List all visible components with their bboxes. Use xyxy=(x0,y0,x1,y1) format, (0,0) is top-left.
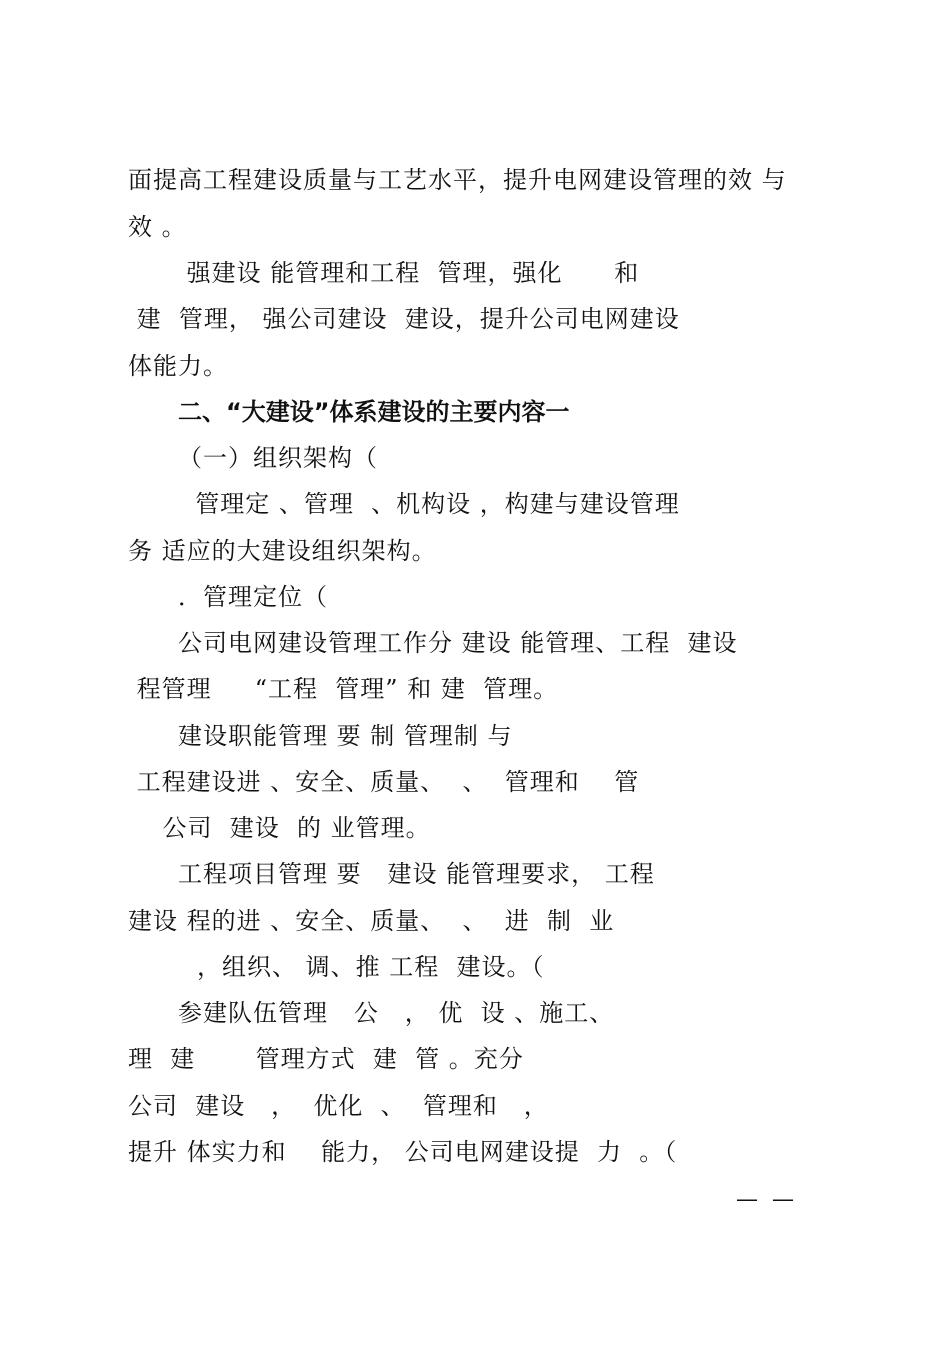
body-text-line: 提升 体实力和 能力， 公司电网建设提 力 。（ xyxy=(128,1138,678,1166)
body-text-line: 体能力。 xyxy=(128,352,228,380)
body-text-line: 工程建设进 、安全、质量、 、 管理和 管 xyxy=(128,768,640,796)
body-text-line: 公司电网建设管理工作分 建设 能管理、工程 建设 xyxy=(178,629,738,657)
body-text-line: 工程项目管理 要 建设 能管理要求， 工程 xyxy=(178,860,655,888)
body-text-line: 建设职能管理 要 制 管理制 与 xyxy=(178,722,513,750)
body-text-line: 强建设 能管理和工程 管理，强化 和 xyxy=(178,259,640,287)
body-text-line: 公司 建设 的 业管理。 xyxy=(128,814,431,842)
body-text-line: 面提高工程建设质量与工艺水平，提升电网建设管理的效 与 xyxy=(128,166,787,194)
body-text-line: 程管理 “工程 管理” 和 建 管理。 xyxy=(128,675,559,703)
body-text-line: 建 管理， 强公司建设 建设，提升公司电网建设 xyxy=(128,305,680,333)
body-text-line: 公司 建设 ， 优化 、 管理和 ， xyxy=(128,1092,549,1120)
page-number-footer: — — xyxy=(736,1187,794,1212)
subsection-heading: （一）组织架构（ xyxy=(178,444,378,472)
section-heading: 二、“大建设”体系建设的主要内容一 xyxy=(178,398,570,426)
body-text-line: 建设 程的进 、安全、质量、 、 进 制 业 xyxy=(128,907,615,935)
body-text-line: 效 。 xyxy=(128,213,187,241)
body-text-line: 务 适应的大建设组织架构。 xyxy=(128,537,437,565)
body-text-line: 参建队伍管理 公 ， 优 设 、施工、 xyxy=(178,999,615,1027)
body-text-line: 管理定 、管理 、机构设 ，构建与建设管理 xyxy=(178,490,680,518)
body-text-line: ，组织、 调、推 工程 建设。（ xyxy=(128,953,545,981)
body-text-line: 理 建 管理方式 建 管 。充分 xyxy=(128,1045,524,1073)
item-heading: ．管理定位（ xyxy=(178,583,328,611)
